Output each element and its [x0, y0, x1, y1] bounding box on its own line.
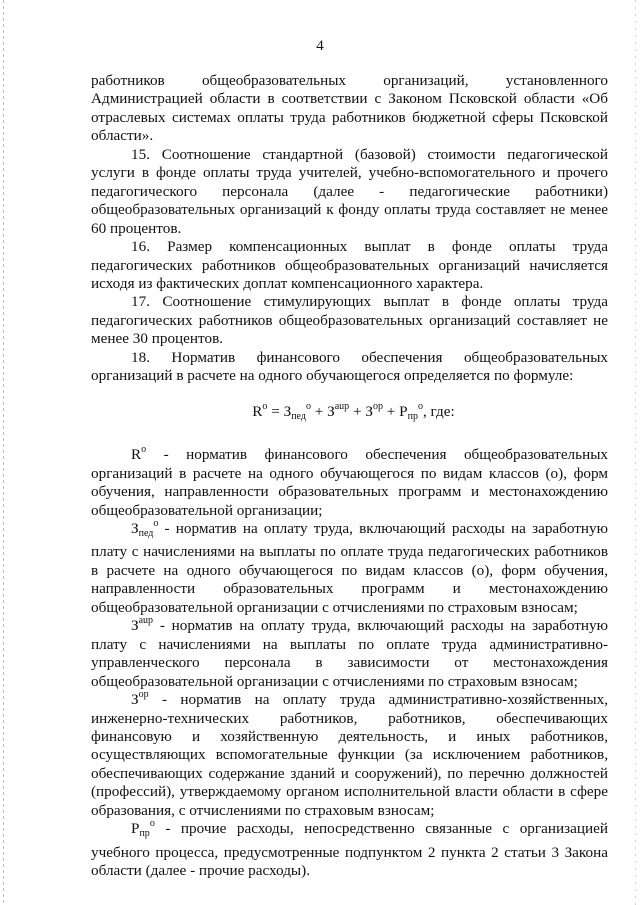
definition-z-or [91, 691, 608, 820]
definition-z-or-symbol: З [131, 691, 139, 709]
definition-r-sup: о [141, 444, 147, 456]
scan-edge-right [635, 0, 636, 905]
paragraph-17: 17. Соотношение стимулирующих выплат в фонде оплаты труда педагогических работников общеобразовательных организаций составляет не менее 30 процентов. [91, 293, 608, 348]
formula-r: R [252, 402, 263, 420]
formula-z-aup: З [327, 402, 335, 420]
formula-plus-2: + [349, 402, 366, 420]
definition-z-aup-sup: аup [138, 615, 154, 627]
definition-z-ped-text: - норматив на оплату труда, включающий расходы на заработную плату с начислениями на выплаты по оплате труда педагогических работников в расчете на одного обучающегося по видам классов (о), форм обучения, направленности образовательных программ и местонахождению общеобразовательной организации с отчислениями по страховым взносам; [91, 519, 608, 616]
definition-z-aup-symbol: З [131, 617, 139, 635]
formula-z-or: З [365, 402, 373, 420]
formula-r-sup: о [262, 400, 268, 412]
definition-z-or-text: - норматив на оплату труда административно-хозяйственных, инженерно-технических работников, работников, обеспечивающих финансовую и хозяйственную деятельность, и иных работников, осуществляющих вспомогательные функции (за исключением работников, обеспечивающих содержание зданий и сооружений), по перечню должностей (профессий), утверждаемому органом исполнительной власти области в сфере образования, с отчислениями по страховым взносам; [91, 691, 608, 819]
definition-p-pr-symbol: Р [131, 820, 140, 838]
definition-z-ped-symbol: З [131, 519, 139, 537]
formula-z-or-sup: оp [372, 400, 383, 412]
formula-p: Р [399, 402, 408, 420]
definition-r [91, 446, 608, 520]
definition-p-pr-sub: пр [139, 828, 150, 840]
definition-z-aup-text: - норматив на оплату труда, включающий расходы на заработную плату с начислениями на выплаты по оплате труда административно-управленческого персонала в зависимости от местонахождения общеобразовательной организации с отчислениями по страховым взносам; [91, 617, 608, 690]
formula-plus-3: + [382, 402, 400, 420]
formula-z-ped-sub: пед [291, 410, 306, 422]
formula-z-ped-sup: о [305, 400, 311, 412]
formula-z-aup-sup: аup [334, 400, 350, 412]
paragraph-16: 16. Размер компенсационных выплат в фонде оплаты труда педагогических работников общеобразовательных организаций начисляется исходя из фактических доплат компенсационного характера. [91, 238, 608, 292]
scan-edge-left [3, 0, 4, 905]
paragraph-18: 18. Норматив финансового обеспечения общеобразовательных организаций в расчете на одного обучающегося определяется по формуле: [91, 348, 608, 385]
formula-p-sup: о [417, 400, 423, 412]
definition-p-pr-sup: о [149, 818, 155, 830]
definition-z-or-sup: оp [138, 689, 149, 701]
paragraph-15: 15. Соотношение стандартной (базовой) стоимости педагогической услуги в фонде оплаты труда учителей, учебно-вспомогательного и прочего педагогического персонала (далее - педагогические работники) общеобразовательных организаций к фонду оплаты труда составляет не менее 60 процентов. [91, 145, 608, 237]
formula-plus-1: + [310, 402, 328, 420]
formula-p-sub: пр [407, 410, 418, 422]
paragraph-intro: работников общеобразовательных организаций, установленного Администрацией области в соответствии с Законом Псковской области «Об отраслевых системах оплаты труда работников бюджетной сферы Псковской области». [91, 72, 608, 145]
formula [99, 400, 608, 426]
formula-z-ped: З [283, 402, 292, 420]
page-number: 4 [316, 38, 324, 54]
definition-r-symbol: R [131, 446, 142, 464]
definition-z-ped [91, 517, 608, 617]
definition-z-ped-sup: о [153, 517, 159, 529]
definition-p-pr-text: - прочие расходы, непосредственно связанные с организацией учебного процесса, предусмотренные подпунктом 2 пункта 2 статьи 3 Закона области (далее - прочие расходы). [91, 820, 608, 880]
definition-p-pr [91, 820, 608, 880]
formula-tail: , где: [422, 402, 455, 420]
definition-z-ped-sub: пед [138, 527, 154, 539]
formula-equals: = [267, 402, 284, 420]
definition-r-text: - норматив финансового обеспечения общеобразовательных организаций в расчете на одного обучающегося по видам классов (о), форм обучения, направленности образовательных программ и местонахождению общеобразовательной организации; [91, 446, 608, 519]
definition-z-aup [91, 617, 608, 691]
document-body [91, 72, 608, 881]
